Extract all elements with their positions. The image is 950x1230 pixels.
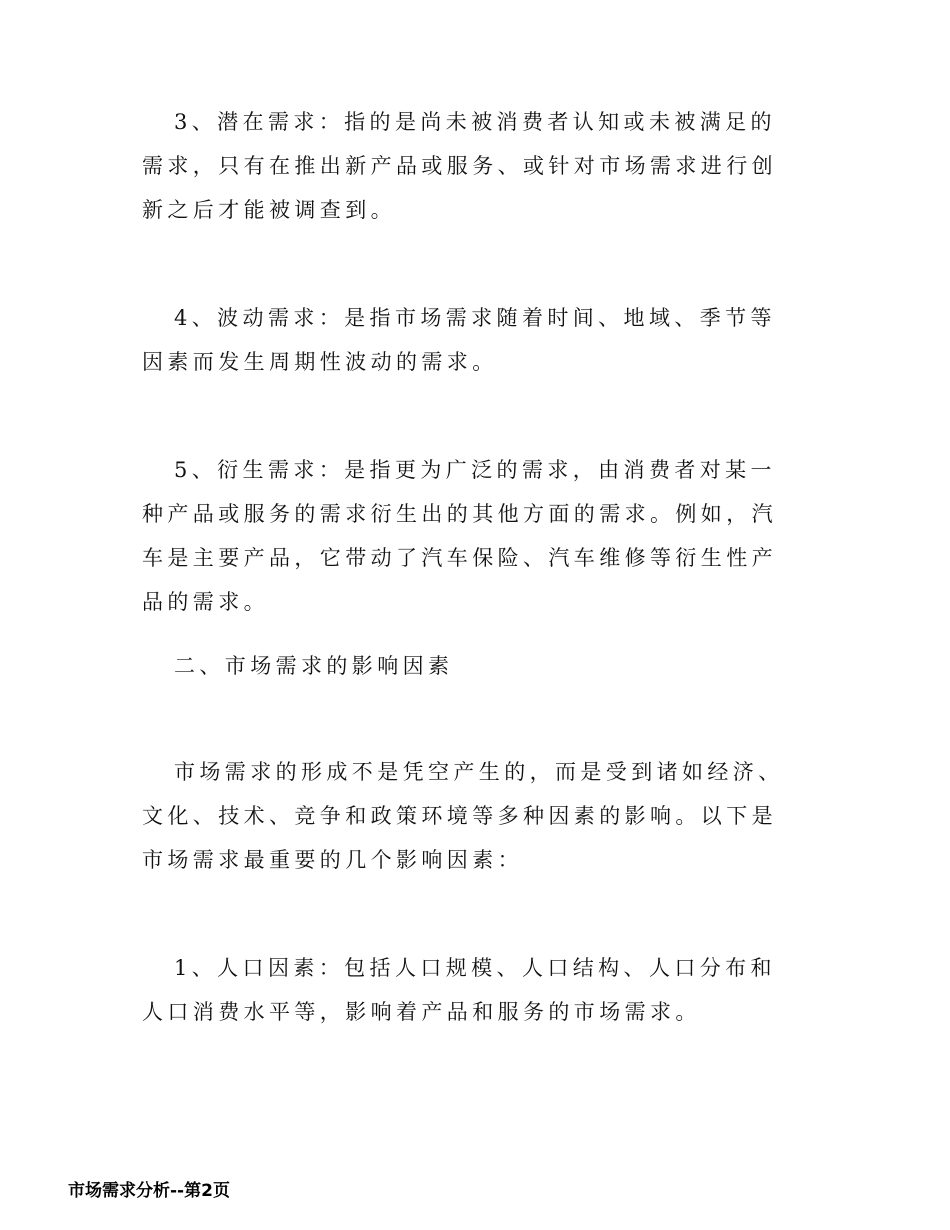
paragraph-latent-demand: 3、潜在需求：指的是尚未被消费者认知或未被满足的需求，只有在推出新产品或服务、或针对市场需求进行创新之后才能被调查到。 bbox=[142, 110, 777, 222]
page-footer: 市场需求分析--第2页 bbox=[68, 1181, 230, 1201]
paragraph-fluctuating-demand: 4、波动需求：是指市场需求随着时间、地域、季节等因素而发生周期性波动的需求。 bbox=[142, 306, 776, 374]
paragraph-factors-intro: 市场需求的形成不是凭空产生的，而是受到诸如经济、文化、技术、竞争和政策环境等多种因素的影响。以下是市场需求最重要的几个影响因素： bbox=[142, 760, 784, 872]
section-heading-influencing-factors: 二、市场需求的影响因素 bbox=[174, 654, 454, 678]
paragraph-derived-demand: 5、衍生需求：是指更为广泛的需求，由消费者对某一种产品或服务的需求衍生出的其他方面的需求。例如，汽车是主要产品，它带动了汽车保险、汽车维修等衍生性产品的需求。 bbox=[142, 458, 777, 614]
paragraph-population-factor: 1、人口因素：包括人口规模、人口结构、人口分布和人口消费水平等，影响着产品和服务的市场需求。 bbox=[142, 956, 776, 1024]
